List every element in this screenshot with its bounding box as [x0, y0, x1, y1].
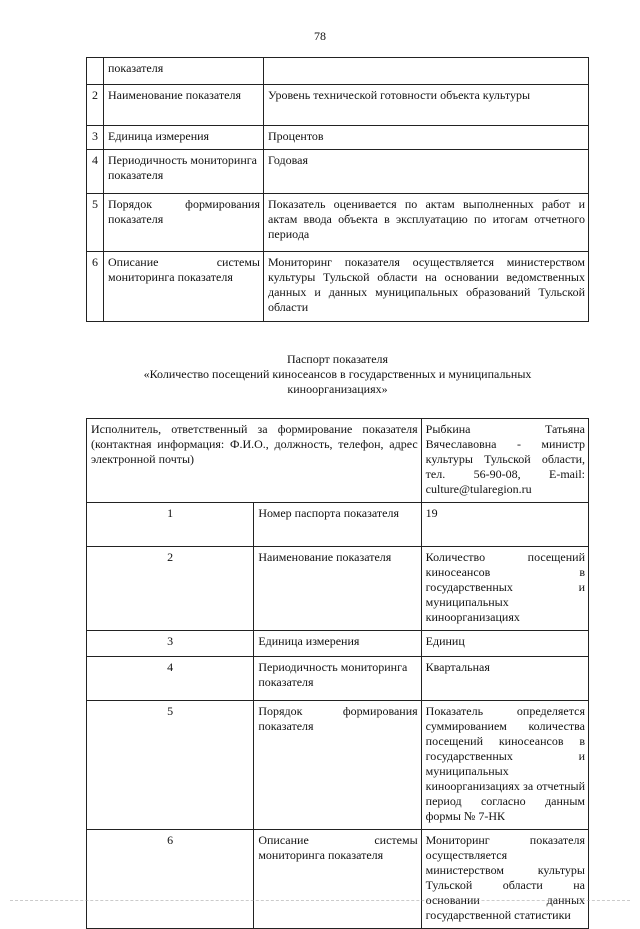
row-label: Описание системы мониторинга показателя [254, 830, 421, 929]
row-label: Наименование показателя [104, 85, 264, 126]
indicator-table-bottom [86, 418, 589, 929]
table-row [87, 150, 589, 194]
row-label: показателя [104, 58, 264, 85]
row-number: 4 [87, 150, 104, 194]
passport-title [86, 352, 589, 397]
scan-artifact-line [10, 899, 630, 901]
row-value: Квартальная [421, 657, 588, 701]
row-value [264, 58, 589, 85]
table-row [87, 126, 589, 150]
table-row [87, 503, 589, 547]
row-number: 5 [87, 194, 104, 252]
row-label: Единица измерения [254, 631, 421, 657]
row-number: 2 [87, 85, 104, 126]
row-value: Мониторинг показателя осуществляется министерством культуры Тульской области на основании данных государственной статистики [421, 830, 588, 929]
row-number: 1 [87, 503, 254, 547]
row-value: 19 [421, 503, 588, 547]
row-number: 3 [87, 631, 254, 657]
table-header-row [87, 419, 589, 503]
table-row [87, 194, 589, 252]
table-row [87, 631, 589, 657]
row-number: 6 [87, 252, 104, 322]
passport-title-line: Паспорт показателя [286, 352, 389, 366]
row-value: Процентов [264, 126, 589, 150]
row-label: Периодичность мониторинга показателя [254, 657, 421, 701]
row-value: Годовая [264, 150, 589, 194]
table-row [87, 547, 589, 631]
row-value: Мониторинг показателя осуществляется министерством культуры Тульской области на основании ведомственных данных и данных муниципальных образований Тульской области [264, 252, 589, 322]
row-number: 3 [87, 126, 104, 150]
executor-value: Рыбкина Татьяна Вячеславовна - министр культуры Тульской области, тел. 56-90-08, E-mail: culture@tularegion.ru [421, 419, 588, 503]
row-value: Показатель определяется суммированием количества посещений киносеансов в государственных и муниципальных киноорганизациях за отчетный период согласно данным формы № 7-НК [421, 701, 588, 830]
table-row [87, 58, 589, 85]
row-number [87, 58, 104, 85]
row-number: 2 [87, 547, 254, 631]
passport-title-line: киноорганизациях» [287, 382, 388, 396]
row-label: Порядок формирования показателя [104, 194, 264, 252]
row-label: Номер паспорта показателя [254, 503, 421, 547]
table-row [87, 85, 589, 126]
row-value: Уровень технической готовности объекта культуры [264, 85, 589, 126]
row-number: 4 [87, 657, 254, 701]
row-value: Единиц [421, 631, 588, 657]
row-label: Описание системы мониторинга показателя [104, 252, 264, 322]
passport-title-line: «Количество посещений киносеансов в государственных и муниципальных [143, 367, 532, 381]
row-number: 5 [87, 701, 254, 830]
row-value: Количество посещений киносеансов в государственных и муниципальных киноорганизациях [421, 547, 588, 631]
table-row [87, 657, 589, 701]
table-row [87, 701, 589, 830]
executor-label: Исполнитель, ответственный за формирование показателя (контактная информация: Ф.И.О., должность, телефон, адрес электронной почты) [87, 419, 422, 503]
table-row [87, 830, 589, 929]
row-label: Периодичность мониторинга показателя [104, 150, 264, 194]
page-number: 78 [314, 29, 326, 43]
row-number: 6 [87, 830, 254, 929]
row-label: Единица измерения [104, 126, 264, 150]
indicator-table-top [86, 57, 589, 322]
table-row [87, 252, 589, 322]
row-value: Показатель оценивается по актам выполненных работ и актам ввода объекта в эксплуатацию по итогам отчетного периода [264, 194, 589, 252]
row-label: Наименование показателя [254, 547, 421, 631]
row-label: Порядок формирования показателя [254, 701, 421, 830]
